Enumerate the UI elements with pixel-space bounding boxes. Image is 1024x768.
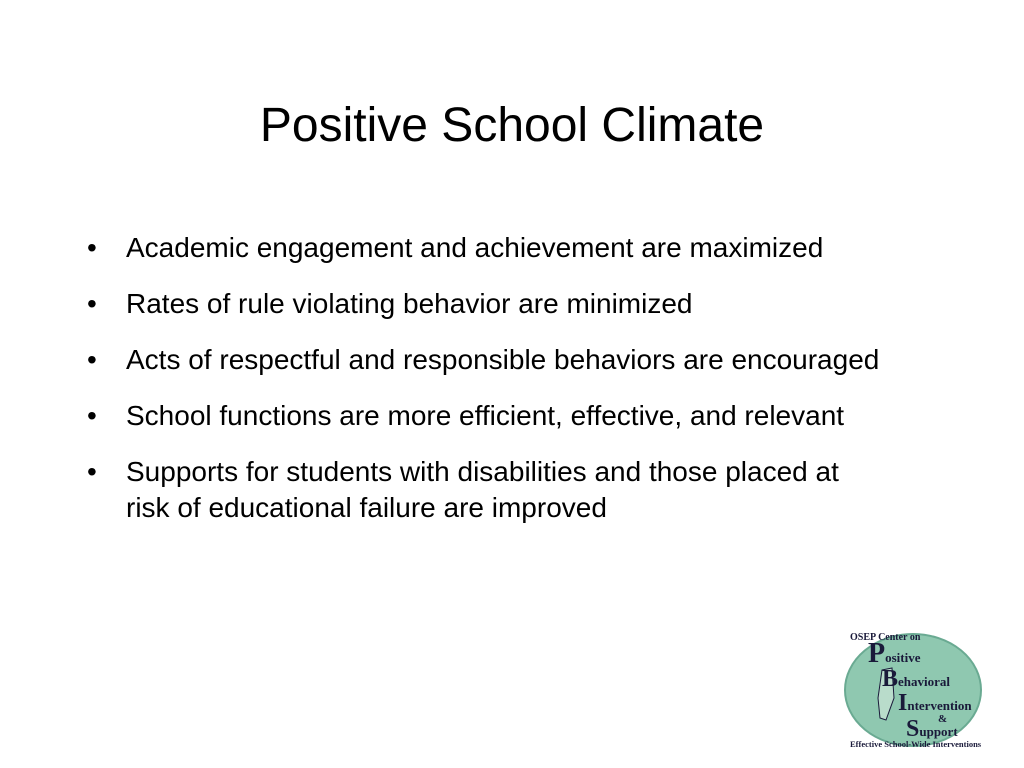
- bullet-item: • Academic engagement and achievement are maximized: [87, 230, 887, 266]
- logo-top-text: OSEP Center on: [850, 632, 921, 643]
- bullet-item: • School functions are more efficient, effective, and relevant: [87, 398, 887, 434]
- logo-initial: I: [898, 690, 908, 716]
- logo-tagline: Effective School-Wide Interventions: [850, 739, 982, 749]
- logo-initial: B: [882, 666, 899, 692]
- pbis-logo-graphic: [838, 628, 1008, 750]
- logo-word: ehavioral: [898, 674, 951, 689]
- logo-initial: S: [906, 716, 920, 742]
- logo-word: upport: [919, 724, 958, 739]
- logo-word: ositive: [885, 650, 921, 665]
- logo-ampersand: &: [938, 713, 948, 725]
- slide-title: Positive School Climate: [259, 99, 765, 152]
- bullet-item: • Supports for students with disabilities and those placed at risk of educational failure are improved: [87, 454, 887, 526]
- bullet-item: • Acts of respectful and responsible behaviors are encouraged: [87, 342, 887, 378]
- logo-word: ntervention: [907, 698, 972, 713]
- pbis-logo: [838, 628, 1008, 750]
- logo-initial: P: [868, 638, 886, 669]
- bullet-list: [87, 230, 887, 546]
- bullet-item: • Rates of rule violating behavior are minimized: [87, 286, 887, 322]
